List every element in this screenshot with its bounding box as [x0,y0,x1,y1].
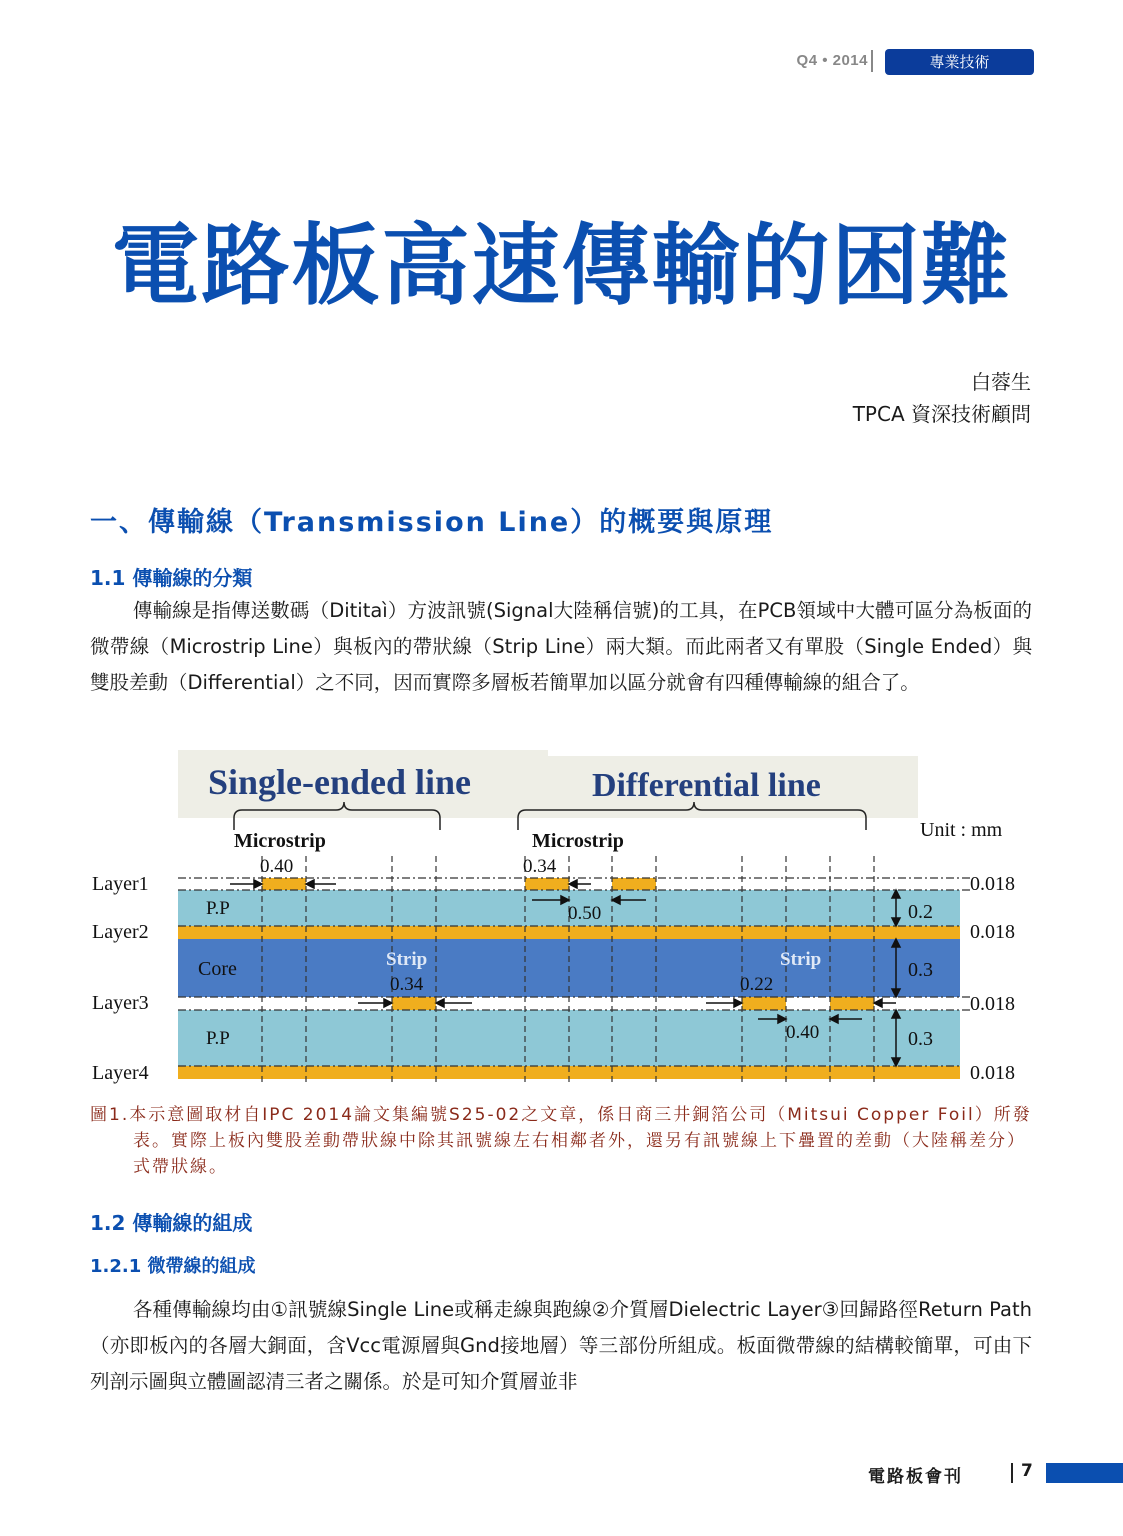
thickness-layer4: 0.018 [970,1062,1015,1084]
thickness-layer2: 0.018 [970,921,1015,943]
layer2-label: Layer2 [92,921,149,943]
thickness-layer3: 0.018 [970,993,1015,1015]
trace-diff-strip-b [830,997,874,1010]
dim-diff-microstrip-space: 0.50 [568,903,602,924]
figure-caption: 圖1.本示意圖取材自IPC 2014論文集編號S25-02之文章，係日商三井銅箔公司（Mitsui Copper Foil）所發表。實際上板內雙股差動帶狀線中除其訊號線左右相鄰者外，還另有訊號線上下疊置的差動（大陸稱差分）式帶狀線。 [90,1105,1032,1177]
author-name: 白蓉生 [971,370,1031,394]
paragraph-1-1: 傳輸線是指傳送數碼（Dititaì）方波訊號(Signal大陸稱信號)的工具，在PCB領域中大體可區分為板面的微帶線（Microstrip Line）與板內的帶狀線（Strip Line）兩大類。而此兩者又有單股（Single Ended）與雙股差動（Differential）之不同，因而實際多層板若簡單加以區分就會有四種傳輸線的組合了。 [90,599,1032,694]
trace-diff-microstrip-b [612,878,656,890]
strip-label-single: Strip [386,949,428,970]
strip-label-diff: Strip [780,949,822,970]
dim-diff-strip-space: 0.40 [786,1022,820,1043]
single-ended-label: Single-ended line [208,762,472,802]
pp-label-top: P.P [206,898,230,919]
section-heading: 一、傳輸線（Transmission Line）的概要與原理 [90,507,774,538]
core-label: Core [198,958,237,980]
microstrip-label-single: Microstrip [234,830,326,852]
dim-diff-microstrip-width: 0.34 [523,856,557,877]
thickness-core: 0.3 [908,959,933,981]
paragraph-1-2-1: 各種傳輸線均由①訊號線Single Line或稱走線與跑線②介質層Dielectric Layer③回歸路徑Return Path（亦即板內的各層大銅面，含Vcc電源層與Gnd接地層）等三部份所組成。板面微帶線的結構較簡單，可由下列剖示圖與立體圖認清三者之關係。於是可知介質層並非 [90,1298,1032,1393]
article-title: 電路板高速傳輸的困難 [111,214,1012,317]
dim-se-strip-width: 0.34 [390,974,424,995]
section-tab: 專業技術 [885,49,1034,75]
microstrip-label-diff: Microstrip [532,830,624,852]
trace-se-strip [392,997,436,1010]
dim-se-microstrip-width: 0.40 [260,856,294,877]
thickness-layer1: 0.018 [970,873,1015,895]
layer4-label: Layer4 [92,1062,149,1084]
thickness-pp-top: 0.2 [908,901,933,923]
layer1-label: Layer1 [92,873,149,895]
footer-divider [1011,1463,1013,1483]
stackup-diagram [86,748,1036,1093]
trace-se-microstrip [262,878,306,890]
subsection-heading-1-2-1: 1.2.1 微帶線的組成 [90,1256,256,1277]
trace-diff-microstrip-a [525,878,569,890]
author-affiliation: TPCA 資深技術顧問 [852,402,1031,426]
header-divider [871,50,873,72]
footer-accent-bar [1046,1463,1123,1483]
dim-diff-strip-width: 0.22 [740,974,774,995]
thickness-pp-bottom: 0.3 [908,1028,933,1050]
unit-label: Unit : mm [920,819,1003,841]
subsection-heading-1-2: 1.2 傳輸線的組成 [90,1211,253,1235]
figure-transmission-lines [86,748,1036,1093]
subsection-heading-1-1: 1.1 傳輸線的分類 [90,566,253,590]
pp-label-bottom: P.P [206,1028,230,1049]
trace-diff-strip-a [742,997,786,1010]
page-number: 7 [1021,1461,1033,1481]
differential-label: Differential line [592,767,821,804]
issue-label: Q4 • 2014 [796,52,868,69]
layer3-label: Layer3 [92,992,149,1014]
footer-magazine-name: 電路板會刊 [868,1467,963,1487]
